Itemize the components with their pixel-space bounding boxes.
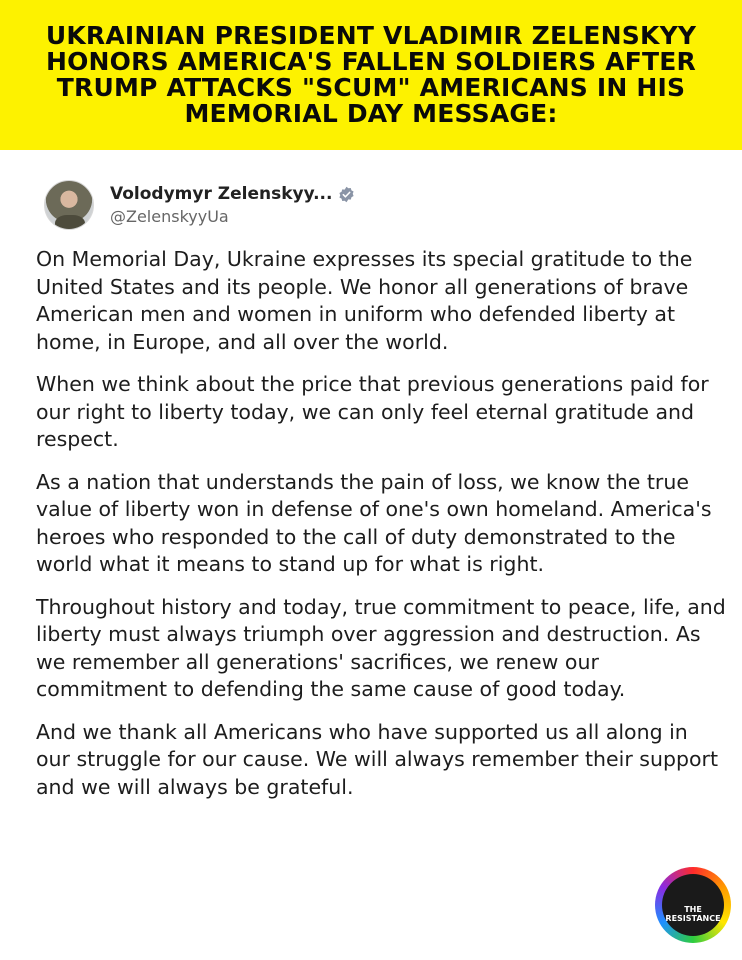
tweet-card	[36, 176, 726, 816]
author-handle[interactable]: @ZelenskyyUa	[110, 207, 229, 226]
verified-badge-icon	[338, 186, 355, 203]
headline-text: UKRAINIAN PRESIDENT VLADIMIR ZELENSKYY HONORS AMERICA'S FALLEN SOLDIERS AFTER TRUMP ATTACKS "SCUM" AMERICANS IN HIS MEMORIAL DAY MESSAGE:	[45, 21, 697, 128]
tweet-body	[36, 246, 726, 801]
tweet-paragraph: As a nation that understands the pain of loss, we know the true value of liberty won in defense of one's own homeland. America's heroes who responded to the call of duty demonstrated to the world what it means to stand up for what is right.	[36, 469, 712, 576]
the-resistance-logo	[655, 867, 731, 943]
tweet-paragraph: When we think about the price that previous generations paid for our right to liberty today, we can only feel eternal gratitude and respect.	[36, 372, 709, 451]
logo-line-2: RESISTANCE	[665, 914, 721, 923]
tweet-paragraph: And we thank all Americans who have supported us all along in our struggle for our cause. We will always remember their support and we will always be grateful.	[36, 719, 718, 799]
logo-line-1: THE	[684, 905, 702, 914]
tweet-paragraph: On Memorial Day, Ukraine expresses its special gratitude to the United States and its people. We honor all generations of brave American men and women in uniform who defended liberty at home, in Europe, and all over the world.	[36, 247, 693, 354]
name-row	[110, 184, 355, 204]
logo-center	[662, 874, 724, 936]
author-info	[110, 184, 355, 226]
tweet-author[interactable]	[44, 176, 726, 234]
author-name[interactable]: Volodymyr Zelenskyy...	[110, 184, 333, 204]
headline-banner	[0, 0, 742, 150]
tweet-paragraph: Throughout history and today, true commitment to peace, life, and liberty must always triumph over aggression and destruction. As we remember all generations' sacrifices, we renew our commitment to defending the same cause of good today.	[36, 594, 726, 701]
avatar[interactable]	[44, 180, 94, 230]
